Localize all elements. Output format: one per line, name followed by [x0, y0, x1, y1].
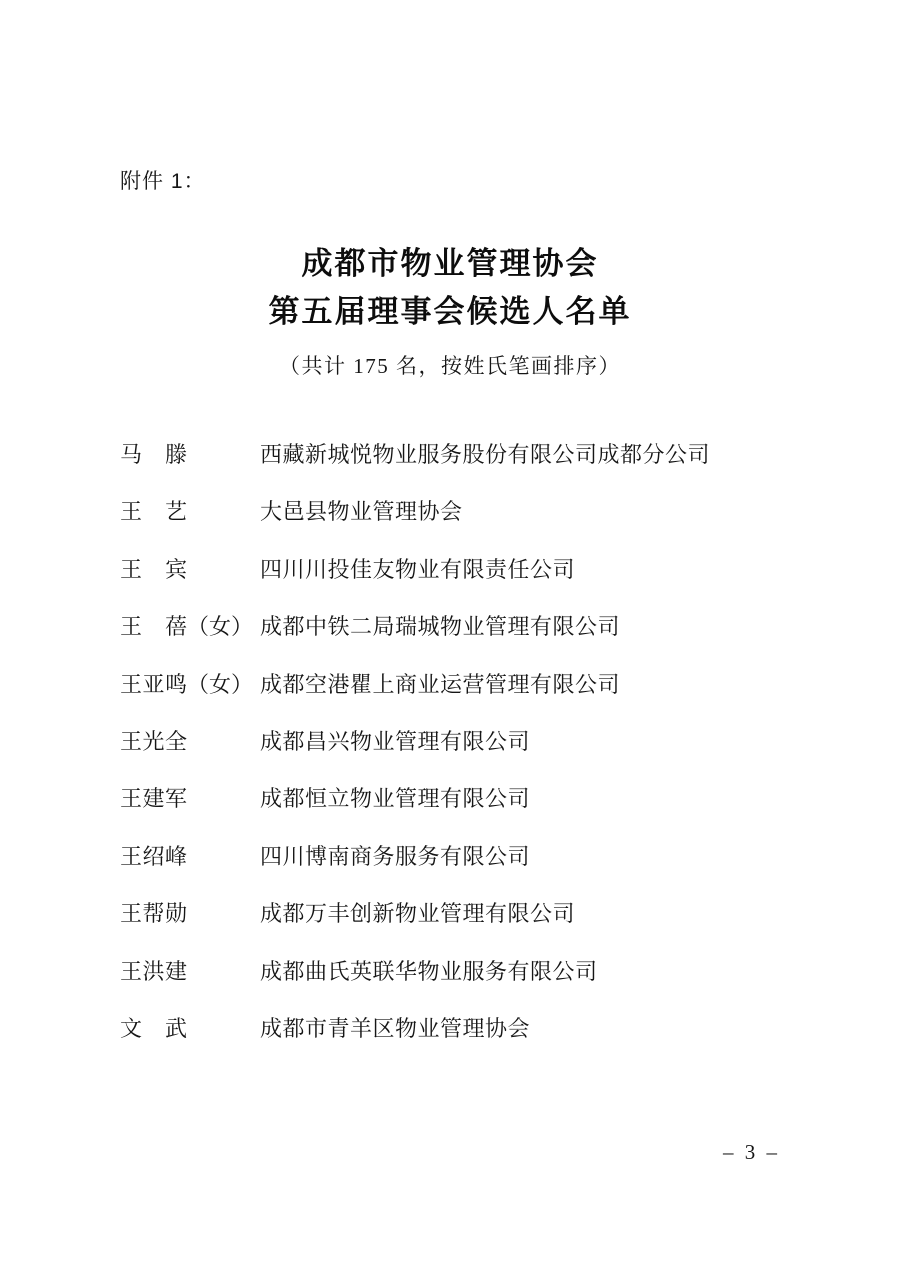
candidate-company: 成都空港瞿上商业运营管理有限公司	[260, 671, 621, 697]
attachment-label: 附件 1：	[120, 170, 206, 193]
candidate-name: 文 武	[120, 1015, 187, 1041]
candidate-name: 王 艺	[120, 499, 187, 525]
candidate-row	[120, 499, 800, 556]
candidate-gender-marker: （女）	[187, 614, 254, 640]
candidate-row	[120, 672, 800, 729]
candidate-name: 马 滕	[120, 442, 187, 467]
candidate-row	[120, 1016, 800, 1073]
candidate-row	[120, 614, 800, 671]
candidate-gender-marker: （女）	[187, 671, 254, 697]
candidate-company: 成都市青羊区物业管理协会	[260, 1015, 531, 1041]
document-subtitle: （共计 175 名，按姓氏笔画排序）	[279, 354, 621, 378]
candidate-name: 王绍峰	[120, 843, 187, 869]
candidate-name: 王 蓓	[120, 614, 187, 640]
candidate-company: 成都中铁二局瑞城物业管理有限公司	[260, 614, 621, 640]
document-title	[0, 240, 900, 336]
candidate-row	[120, 844, 800, 901]
candidate-company: 成都恒立物业管理有限公司	[260, 786, 531, 812]
candidate-company: 成都万丰创新物业管理有限公司	[260, 901, 576, 927]
candidate-name: 王帮勋	[120, 901, 187, 927]
candidate-name: 王 宾	[120, 556, 187, 582]
candidate-name: 王光全	[120, 728, 187, 754]
candidate-company: 四川川投佳友物业有限责任公司	[260, 556, 576, 582]
candidate-name: 王亚鸣	[120, 671, 187, 697]
candidate-row	[120, 557, 800, 614]
candidate-company: 四川博南商务服务有限公司	[260, 843, 531, 869]
candidate-company: 成都曲氏英联华物业服务有限公司	[260, 958, 598, 984]
candidate-row	[120, 959, 800, 1016]
candidate-row	[120, 442, 800, 499]
candidate-name: 王洪建	[120, 958, 187, 984]
candidate-row	[120, 901, 800, 958]
candidate-row	[120, 729, 800, 786]
candidate-list	[120, 442, 800, 1073]
page-number: – 3 –	[723, 1140, 780, 1164]
candidate-company: 成都昌兴物业管理有限公司	[260, 728, 531, 754]
document-title-line2: 第五届理事会候选人名单	[268, 294, 632, 329]
candidate-company: 西藏新城悦物业服务股份有限公司成都分公司	[260, 442, 711, 467]
candidate-company: 大邑县物业管理协会	[260, 499, 463, 525]
document-title-line1: 成都市物业管理协会	[301, 246, 599, 281]
candidate-row	[120, 786, 800, 843]
candidate-name: 王建军	[120, 786, 187, 812]
